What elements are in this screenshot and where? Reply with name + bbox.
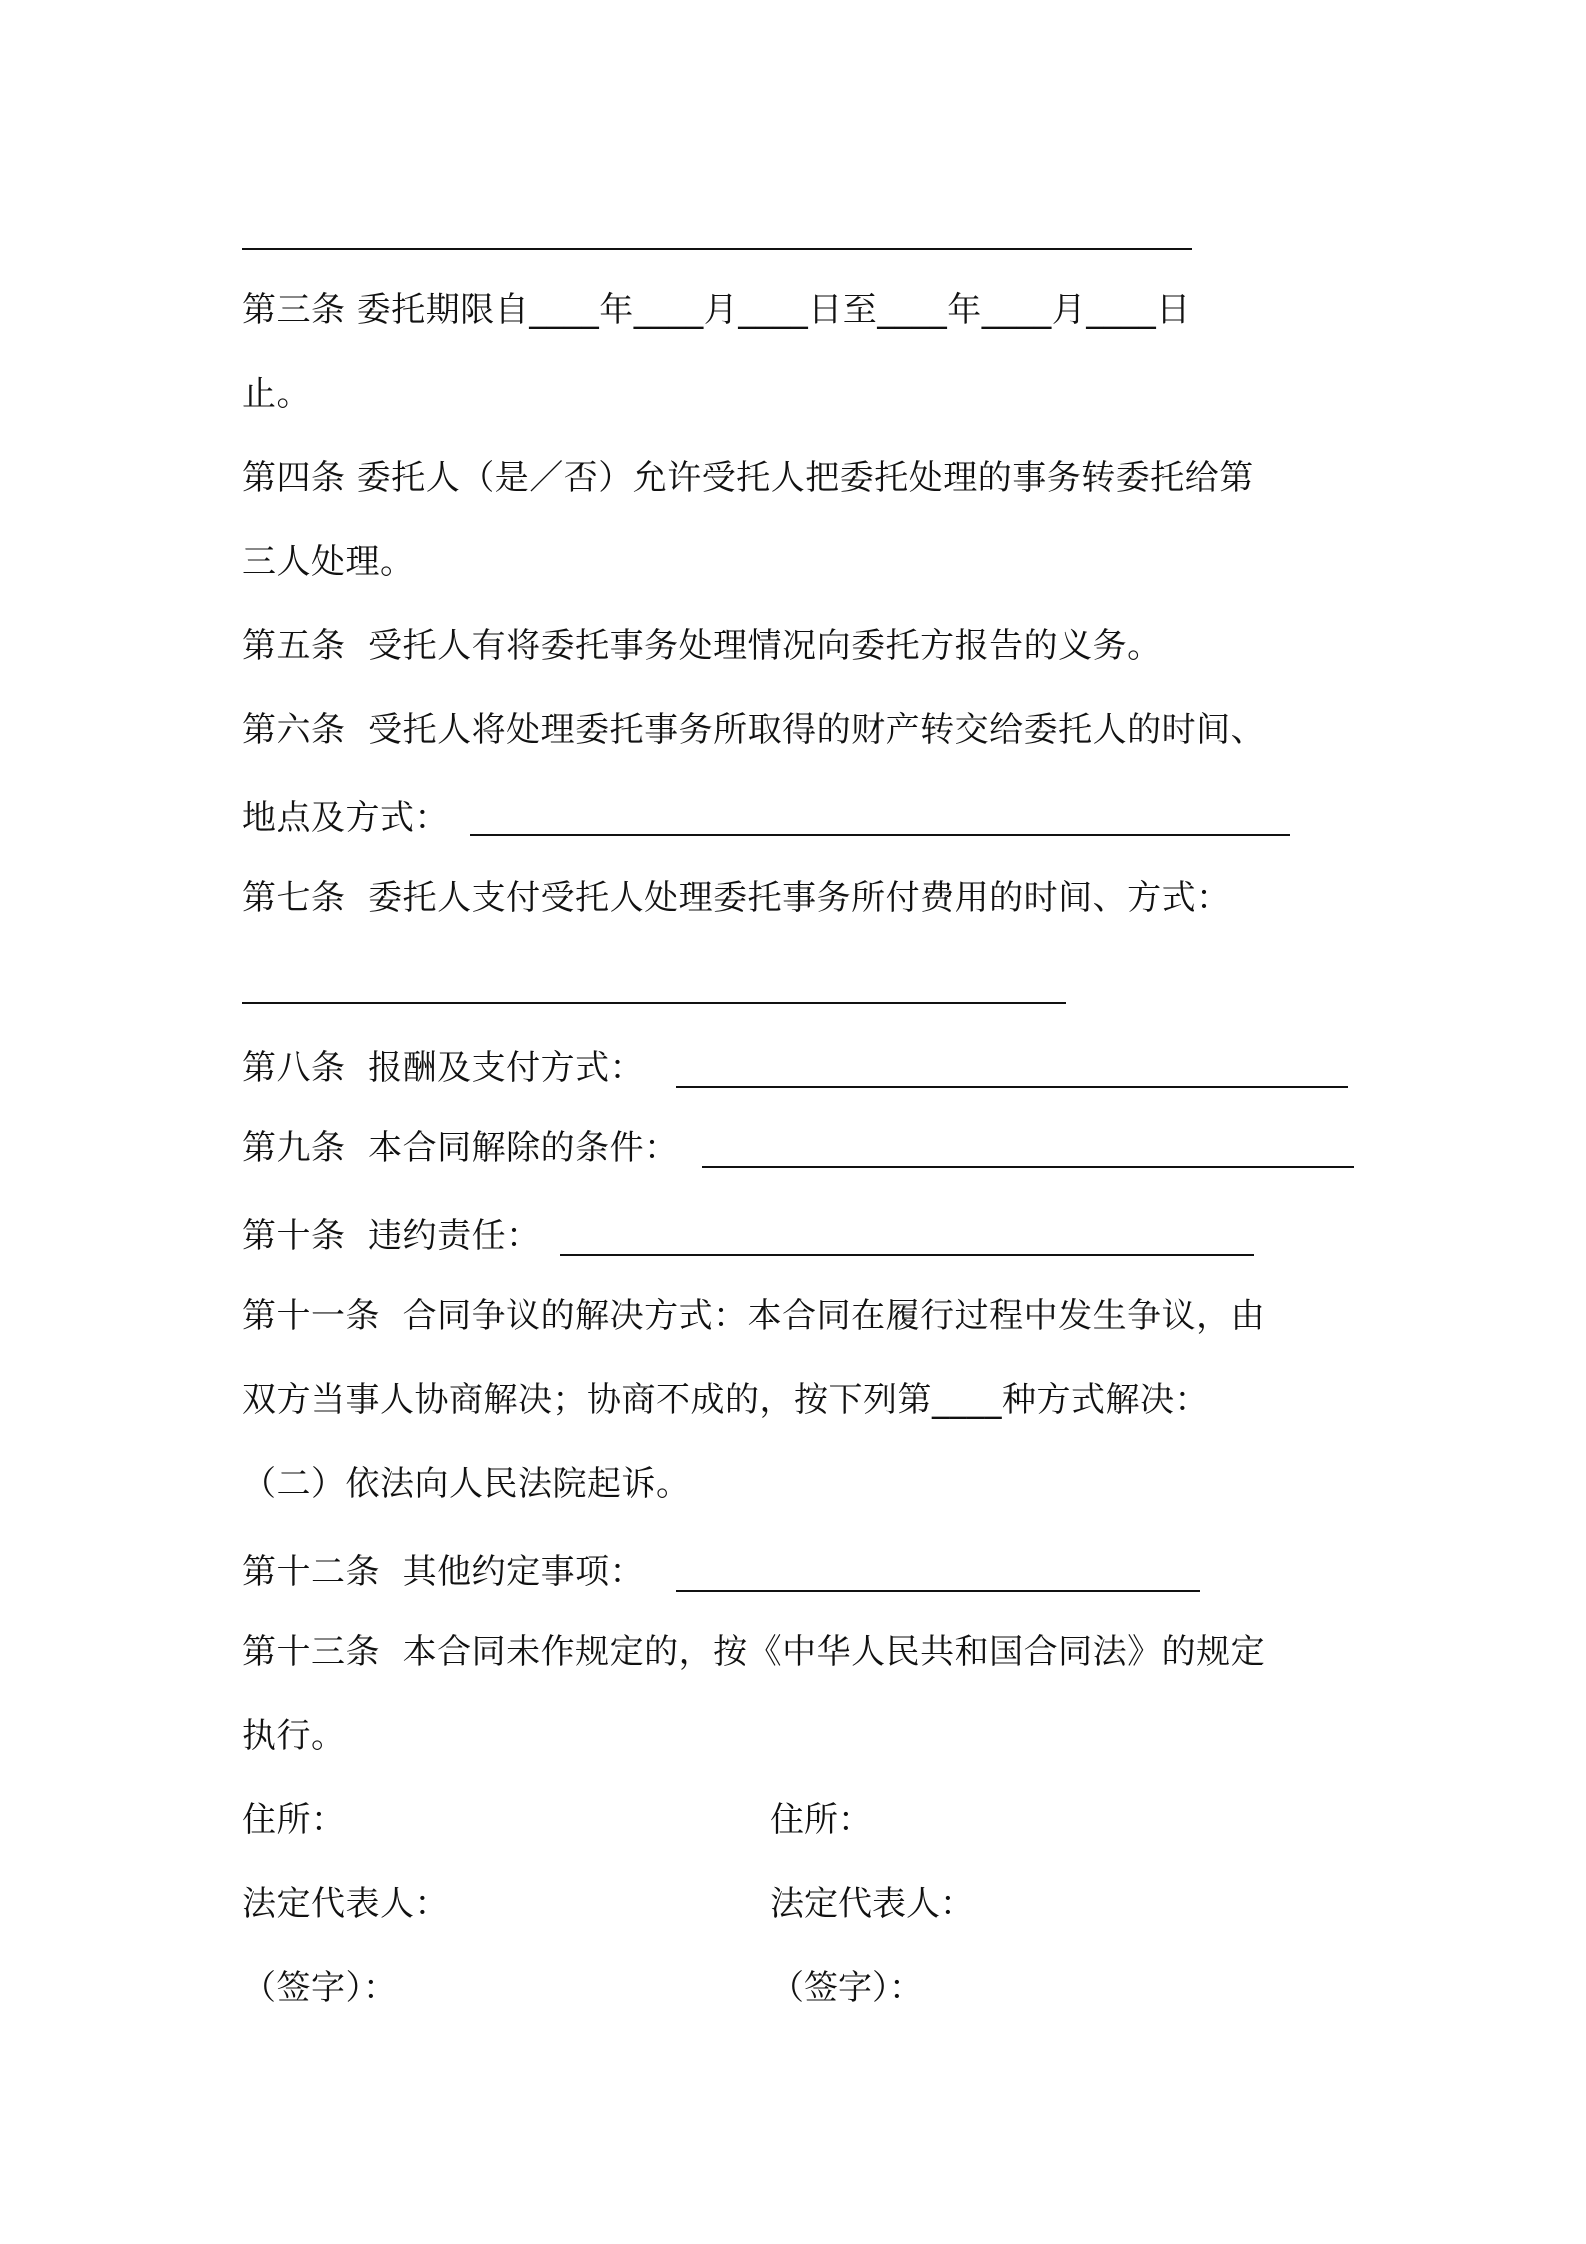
blank-line	[242, 248, 1192, 250]
article-13-line-2: 执行。	[242, 1716, 346, 1756]
article-10: 第十条 违约责任：	[242, 1216, 541, 1256]
article-9: 第九条 本合同解除的条件：	[242, 1128, 679, 1168]
article-6-line-1: 第六条 受托人将处理委托事务所取得的财产转交给委托人的时间、	[242, 710, 1266, 750]
article-11-line-2: 双方当事人协商解决；协商不成的，按下列第____种方式解决：	[242, 1380, 1209, 1420]
blank-line	[470, 834, 1290, 836]
party-a-signature: （签字）：	[242, 1968, 398, 2008]
article-4-line-2: 三人处理。	[242, 542, 415, 582]
article-12: 第十二条 其他约定事项：	[242, 1552, 645, 1592]
blank-line	[676, 1590, 1200, 1592]
article-8: 第八条 报酬及支付方式：	[242, 1048, 645, 1088]
party-b-representative: 法定代表人：	[770, 1884, 974, 1924]
blank-line	[242, 1002, 1066, 1004]
party-a-representative: 法定代表人：	[242, 1884, 449, 1924]
article-6-line-2: 地点及方式：	[242, 798, 449, 838]
blank-line	[560, 1254, 1254, 1256]
article-13-line-1: 第十三条 本合同未作规定的，按《中华人民共和国合同法》的规定	[242, 1632, 1266, 1672]
party-a-address: 住所：	[242, 1800, 346, 1840]
blank-line	[702, 1166, 1354, 1168]
article-11-option-2: （二）依法向人民法院起诉。	[242, 1464, 691, 1504]
article-3-line-2: 止。	[242, 374, 311, 414]
article-7-line-1: 第七条 委托人支付受托人处理委托事务所付费用的时间、方式：	[242, 878, 1231, 918]
article-11-line-1: 第十一条 合同争议的解决方式：本合同在履行过程中发生争议，由	[242, 1296, 1266, 1336]
article-5: 第五条 受托人有将委托事务处理情况向委托方报告的义务。	[242, 626, 1162, 666]
article-3-line-1: 第三条 委托期限自____年____月____日至____年____月____日	[242, 290, 1191, 330]
blank-line	[676, 1086, 1348, 1088]
article-4-line-1: 第四条 委托人（是／否）允许受托人把委托处理的事务转委托给第	[242, 458, 1254, 498]
party-b-signature: （签字）：	[770, 1968, 923, 2008]
party-b-address: 住所：	[770, 1800, 872, 1840]
